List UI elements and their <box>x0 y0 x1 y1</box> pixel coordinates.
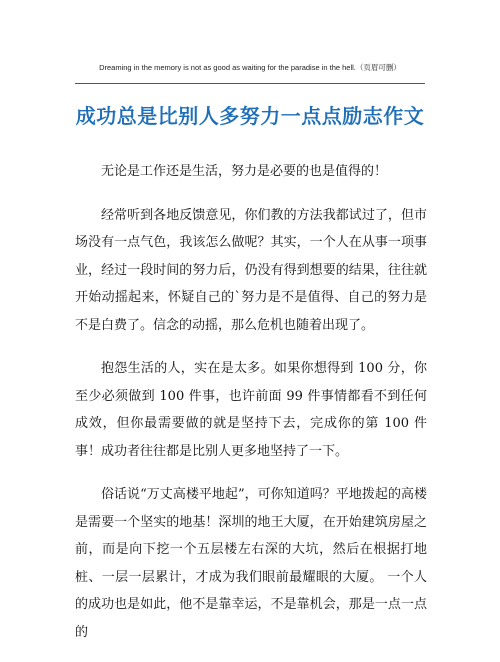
paragraph: 俗话说“万丈高楼平地起”，可你知道吗？平地拨起的高楼是需要一个坚实的地基！深圳的地王大厦，在开始建筑房屋之前，而是向下挖一个五层楼左右深的大坑，然后在根据打地桩、一层一层累计，才成为我们眼前最耀眼的大厦。 一个人的成功也是如此，他不是靠幸运，不是靠机会，那是一点一点的 <box>75 487 427 640</box>
document-title: 成功总是比别人多努力一点点励志作文 <box>75 104 425 128</box>
paragraph: 抱怨生活的人，实在是太多。如果你想得到 100 分，你至少必须做到 100 件事，也许前面 99 件事情都看不到任何成效，但你最需要做的就是坚持下去，完成你的第 100 件事！成功者往往都是比别人更多地坚持了一下。 <box>75 361 427 459</box>
page-header: Dreaming in the memory is not as good as waiting for the paradise in the hell.（页眉可删） <box>99 63 401 72</box>
paragraph: 经常听到各地反馈意见，你们教的方法我都试过了，但市场没有一点气色，我该怎么做呢？其实，一个人在从事一项事业，经过一段时间的努力后，仍没有得到想要的结果，往往就开始动摇起来，怀疑自己的`努力是不是值得、自己的努力是不是白费了。信念的动摇，那么危机也随着出现了。 <box>75 207 427 333</box>
document-body <box>75 158 427 662</box>
header-divider <box>75 83 425 84</box>
paragraph: 无论是工作还是生活，努力是必要的也是值得的！ <box>101 164 388 179</box>
